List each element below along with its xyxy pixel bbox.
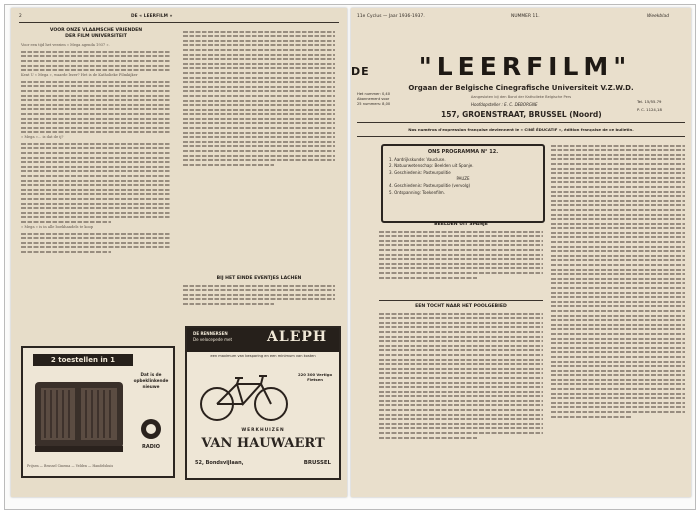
article-snippet: « Mega » is in alle boekhandels te koop (21, 224, 94, 229)
postal-account: P. C. 1124,18 (637, 107, 662, 112)
article-flemish-friends (21, 28, 171, 255)
notice-line: Nos numéros d'expression française deviennent le « CINÉ ÉDUCATIF », édition française de ce bulletin. (408, 127, 634, 132)
article-snippet: « Mega »... is dat de ij? (21, 135, 64, 140)
program-item: 3. Geschiedenis: Pasteurpolitie (389, 169, 451, 175)
bike-ad-top1: DE RENNERSEN (193, 331, 228, 336)
program-box (381, 144, 545, 223)
article-snippet: Kent U « Mega », waarde lezer? Het is de Katholieke Filmkijker (21, 72, 138, 77)
bike-ad-top2: De velocepede met (193, 337, 233, 342)
program-item: 2. Natuurwetenschap: Beelden uit Spanje. (389, 163, 474, 169)
article-title-2: DER FILM UNIVERSITEIT (65, 34, 127, 39)
masthead-subtitle: Orgaan der Belgische Cinegrafische Universiteit V.Z.W.D. (408, 84, 634, 92)
price-line: 25 nummers: 8,00 (357, 102, 391, 106)
bike-workshop: WERKHUIZEN (241, 428, 285, 433)
bike-maker-name: VAN HAUWAERT (201, 436, 325, 451)
program-item: 5. Ontspanning: Toekenfilm. (389, 189, 445, 195)
right-column-text (551, 142, 685, 419)
notice-rule (357, 136, 685, 137)
bicycle-illustration (197, 368, 293, 424)
article-opening: Voor een tijd het verzien « Mega agenda 1937 ». (21, 43, 110, 47)
radio-advertisement (21, 346, 175, 478)
price-line: Abonnement voor (357, 97, 390, 101)
program-pause: PAUZE (456, 176, 470, 182)
bike-subline: een maximum van besparing en een minimum van kosten (210, 354, 316, 358)
bike-brand: ALEPH (267, 329, 328, 345)
article-title: EEN TOCHT NAAR HET POOLGEBIED (415, 304, 507, 309)
bike-price: 220 300 Vertigo Fietsen (297, 372, 333, 383)
phone-number: Tel. 15/55.79 (637, 99, 662, 104)
page-number: 2 (19, 14, 22, 19)
radio-headline: 2 toestellen in 1 (33, 354, 133, 366)
price-box (357, 92, 431, 107)
radio-footer: Prijsen — Brussel Cinema — Velden — Handelshuis (27, 464, 114, 468)
frequency-label: Weekblad (647, 14, 670, 19)
radio-brand: RADIO (142, 444, 160, 450)
article-polar (379, 304, 543, 440)
radio-tagline: Dat is de opbeklinkende nieuwe (133, 372, 169, 389)
issue-number: NUMMER 11. (511, 14, 540, 19)
article-title: BEELDEN UIT SPANJE (434, 222, 488, 227)
price-line: Het nummer: 0,40 (357, 92, 391, 96)
program-item: 1. Aardrijkskunde: Vaucluse. (389, 156, 446, 162)
header-rule (19, 22, 339, 23)
article-continued (183, 28, 335, 168)
phone-box (637, 98, 662, 114)
masthead-logo (351, 52, 653, 81)
cycle-label: 11e Cyclus — Jaar 1936-1937. (357, 14, 425, 19)
masthead-title: "LEERFILM" (418, 52, 632, 81)
masthead-rule (357, 122, 685, 123)
right-page (351, 8, 691, 497)
section-rule (379, 300, 543, 301)
masthead-address: 157, GROENSTRAAT, BRUSSEL (Noord) (441, 110, 602, 119)
document-viewer (4, 4, 696, 510)
bicycle-advertisement (185, 326, 341, 480)
article-spain (379, 222, 543, 280)
article-title: VOOR ONZE VLAAMSCHE VRIENDEN (49, 28, 143, 33)
left-page (11, 8, 347, 497)
masthead-de: DE (351, 65, 370, 78)
radio-set-illustration (31, 376, 127, 456)
program-item: 4. Geschiedenis: Pasteurpolitie (vervolg) (389, 182, 471, 188)
page-header-title: DE « LEERFILM » (131, 14, 173, 19)
radio-brand-logo (135, 418, 167, 448)
masthead-subline: Aangesloten bij den Bond der Katholieke Belgische Pers (470, 95, 572, 99)
bike-city: BRUSSEL (303, 460, 331, 466)
director-line: Hoofdopsteller : E. C. DEBORGNE (471, 102, 538, 107)
article-laughs (183, 276, 335, 307)
program-title: ONS PROGRAMMA N° 12. (427, 149, 499, 155)
bike-address: 52, Bondsvijlaan, (195, 460, 244, 466)
article-title: BIJ HET EINDE EVENTJES LACHEN (216, 276, 302, 281)
